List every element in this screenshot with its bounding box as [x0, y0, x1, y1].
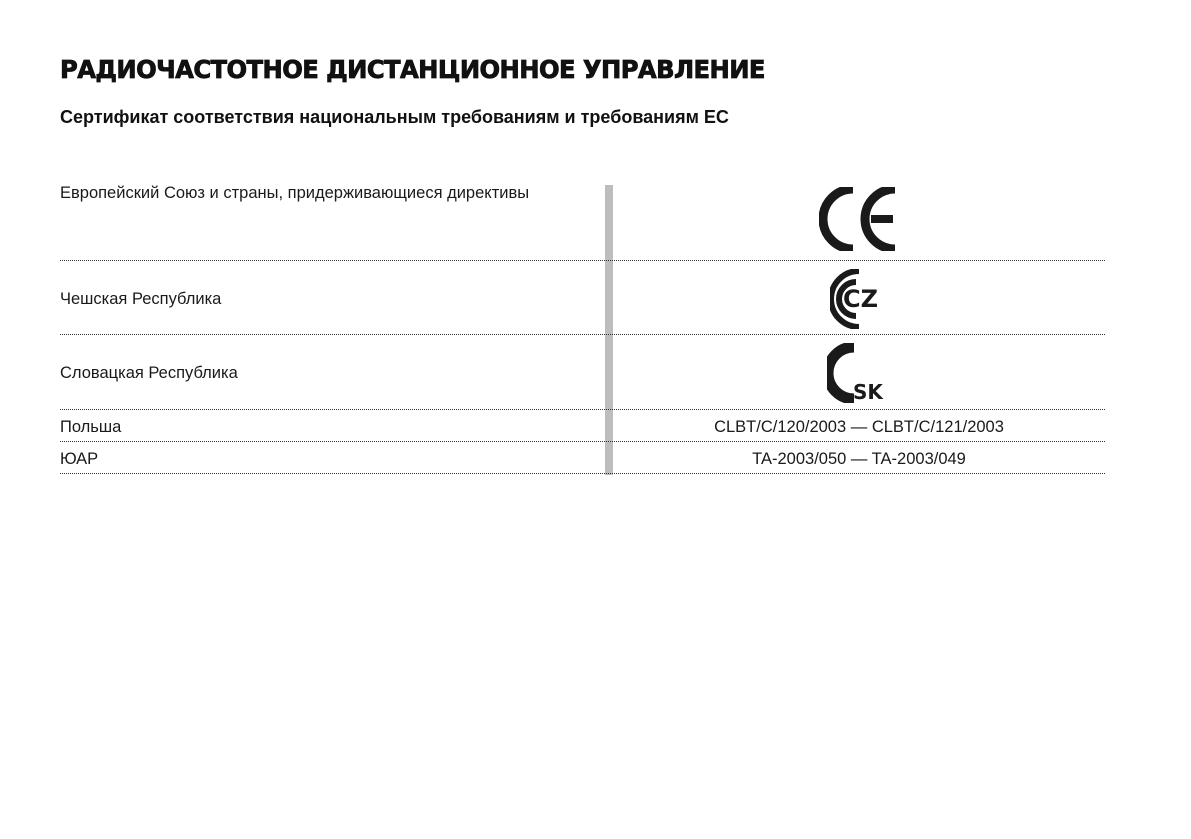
table-row-south-africa [60, 442, 1105, 474]
svg-text:SK: SK [853, 380, 883, 403]
table-row-poland [60, 410, 1105, 442]
table-row-czech [60, 261, 1105, 335]
table-row-eu [60, 184, 1105, 261]
certification-table [60, 184, 1105, 474]
page-title: РАДИОЧАСТОТНОЕ ДИСТАНЦИОННОЕ УПРАВЛЕНИЕ [60, 55, 765, 84]
row-label: ЮАР [60, 450, 99, 468]
row-label: Чешская Республика [60, 290, 222, 308]
ce-mark-icon [613, 187, 1105, 251]
certificate-number: CLBT/C/120/2003 — CLBT/C/121/2003 [714, 418, 1004, 436]
row-label: Польша [60, 418, 122, 436]
table-row-slovakia [60, 335, 1105, 410]
page-subtitle: Сертификат соответствия национальным требованиям и требованиям ЕС [60, 107, 729, 127]
svg-text:CZ: CZ [843, 285, 879, 313]
row-label: Словацкая Республика [60, 364, 238, 382]
sk-mark-icon [613, 343, 1105, 403]
cz-mark-icon [613, 269, 1105, 329]
certificate-number: TA-2003/050 — TA-2003/049 [752, 450, 966, 468]
row-label: Европейский Союз и страны, придерживающиеся директивы [60, 184, 530, 202]
